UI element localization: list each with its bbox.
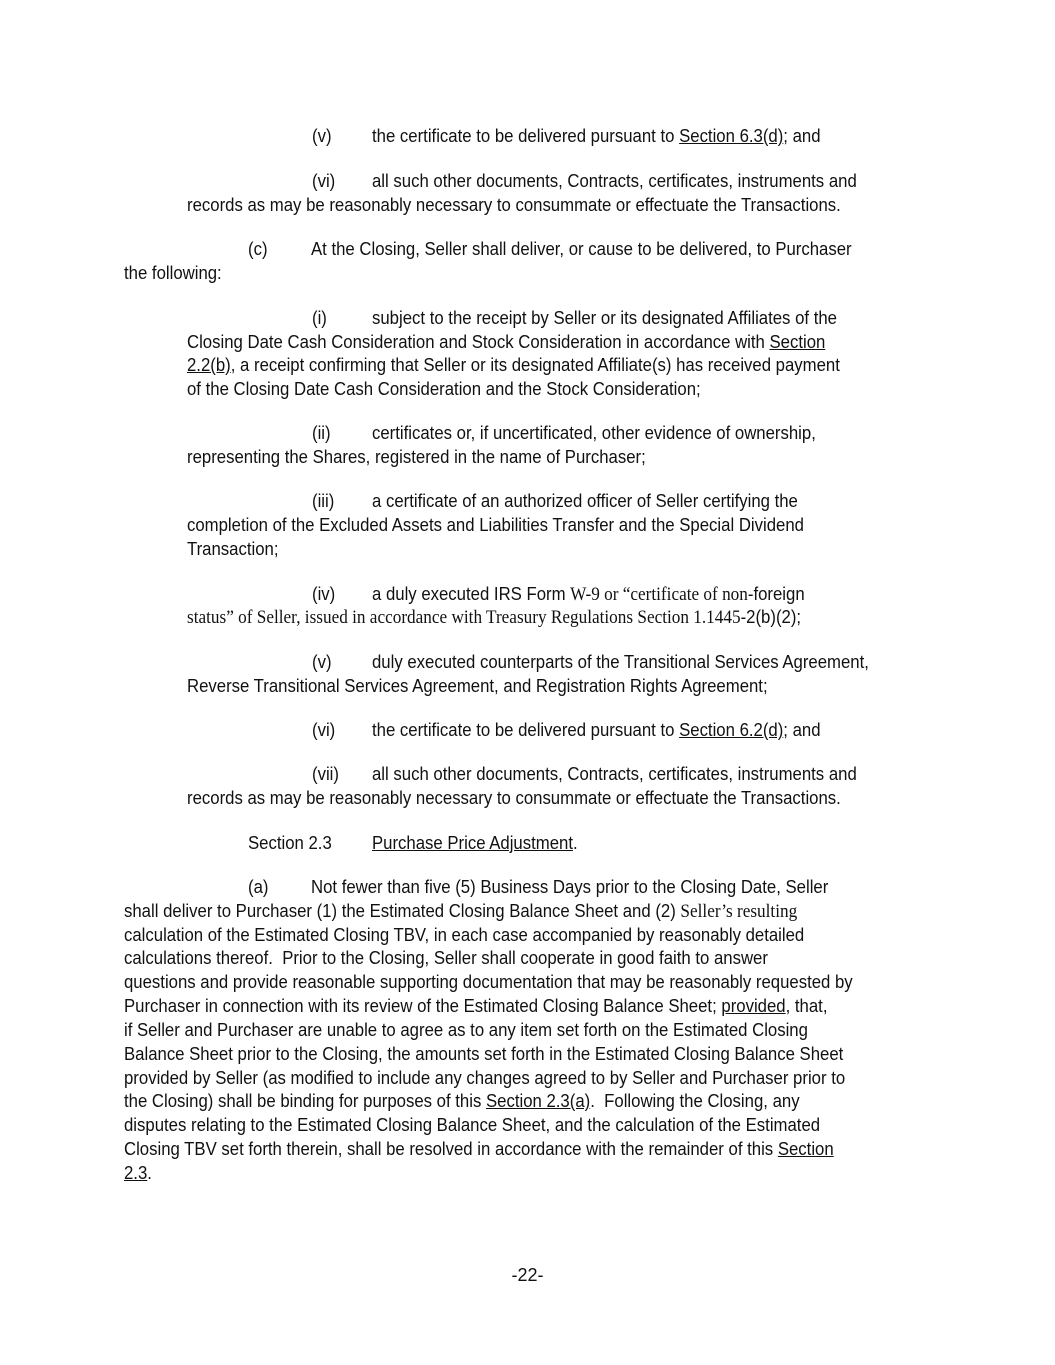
- text: Closing TBV set forth therein, shall be resolved in accordance with the remainder of this: [124, 1139, 778, 1159]
- list-item-text: duly executed counterparts of the Transitional Services Agreement,: [372, 652, 869, 672]
- item-number: (a): [248, 877, 269, 897]
- text: the certificate to be delivered pursuant to: [372, 126, 680, 146]
- paragraph-text: if Seller and Purchaser are unable to agree as to any item set forth on the Estimated Closing: [124, 1020, 808, 1040]
- section-reference-link: Section: [777, 1139, 834, 1159]
- paragraph-text: [124, 1138, 834, 1160]
- text: the certificate to be delivered pursuant to: [372, 720, 680, 740]
- list-item-text: subject to the receipt by Seller or its designated Affiliates of the: [372, 308, 837, 328]
- list-item-text: of the Closing Date Cash Consideration and the Stock Consideration;: [187, 379, 701, 399]
- paragraph-text: Balance Sheet prior to the Closing, the amounts set forth in the Estimated Closing Balance Sheet: [124, 1044, 844, 1064]
- paragraph-text: calculation of the Estimated Closing TBV, in each case accompanied by reasonably detailed: [124, 925, 805, 945]
- item-number: (v): [312, 126, 332, 146]
- text: Purchaser in connection with its review of the Estimated Closing Balance Sheet;: [124, 996, 722, 1016]
- text: Seller’s resulting: [680, 902, 798, 922]
- paragraph-text: questions and provide reasonable supporting documentation that may be reasonably requested by: [124, 972, 853, 992]
- item-number: (vii): [312, 764, 339, 784]
- section-reference-link: Section 6.2(d): [679, 720, 784, 740]
- section-title: Purchase Price Adjustment: [372, 833, 573, 853]
- list-item-text: all such other documents, Contracts, certificates, instruments and: [372, 171, 857, 191]
- list-item-text: [372, 125, 821, 147]
- section-heading: [372, 832, 578, 854]
- page-number: -22-: [511, 1265, 544, 1285]
- list-item-text: [372, 583, 805, 606]
- section-reference-link: 2.3: [124, 1163, 148, 1183]
- list-item-text: a certificate of an authorized officer of Seller certifying the: [372, 491, 798, 511]
- list-item-text: records as may be reasonably necessary to consummate or effectuate the Transactions.: [187, 788, 841, 808]
- item-number: (v): [312, 652, 332, 672]
- emphasis-term: provided: [721, 996, 786, 1016]
- paragraph-text: provided by Seller (as modified to include any changes agreed to by Seller and Purchaser prior to: [124, 1068, 846, 1088]
- item-number: (vi): [312, 171, 336, 191]
- text: ; and: [783, 720, 821, 740]
- text: a duly executed IRS Form: [372, 584, 571, 604]
- section-number: Section 2.3: [248, 833, 332, 853]
- list-item-text: Reverse Transitional Services Agreement, and Registration Rights Agreement;: [187, 676, 768, 696]
- section-reference-link: Section: [769, 332, 826, 352]
- paragraph-text: At the Closing, Seller shall deliver, or cause to be delivered, to Purchaser: [311, 239, 852, 259]
- text: .: [147, 1163, 152, 1183]
- paragraph-text: Not fewer than five (5) Business Days prior to the Closing Date, Seller: [311, 877, 829, 897]
- item-number: (iv): [312, 584, 336, 604]
- paragraph-text: [124, 1090, 800, 1112]
- list-item-text: all such other documents, Contracts, certificates, instruments and: [372, 764, 857, 784]
- text: shall deliver to Purchaser (1) the Estimated Closing Balance Sheet and (2): [124, 901, 681, 921]
- paragraph-text: [124, 1162, 152, 1184]
- text: ; and: [783, 126, 821, 146]
- text: status” of Seller, issued in accordance with Treasury Regulations Section 1.1445: [187, 608, 741, 628]
- paragraph-text: disputes relating to the Estimated Closing Balance Sheet, and the calculation of the Estimated: [124, 1115, 821, 1135]
- list-item-text: [187, 606, 801, 629]
- item-number: (vi): [312, 720, 336, 740]
- text: , that,: [785, 996, 828, 1016]
- list-item-text: records as may be reasonably necessary to consummate or effectuate the Transactions.: [187, 195, 841, 215]
- text: -foreign: [747, 584, 805, 604]
- text: Closing Date Cash Consideration and Stock Consideration in accordance with: [187, 332, 770, 352]
- text: W-9 or “certificate of non: [570, 585, 748, 605]
- paragraph-text: [124, 900, 797, 923]
- item-number: (ii): [312, 423, 331, 443]
- list-item-text: [187, 331, 825, 353]
- list-item-text: [372, 719, 821, 741]
- text: the Closing) shall be binding for purposes of this: [124, 1091, 486, 1111]
- paragraph-text: the following:: [124, 263, 222, 283]
- paragraph-text: calculations thereof. Prior to the Closing, Seller shall cooperate in good faith to answer: [124, 948, 768, 968]
- section-reference-link: 2.2(b): [187, 355, 231, 375]
- paragraph-text: [124, 995, 827, 1017]
- text: .: [572, 833, 578, 853]
- list-item-text: [187, 354, 840, 376]
- text: . Following the Closing, any: [590, 1091, 800, 1111]
- text: -2(b)(2);: [740, 607, 802, 627]
- item-number: (c): [248, 239, 268, 259]
- text: , a receipt confirming that Seller or its designated Affiliate(s) has received payment: [230, 355, 840, 375]
- section-reference-link: Section 6.3(d): [679, 126, 784, 146]
- section-reference-link: Section 2.3(a): [485, 1091, 591, 1111]
- list-item-text: Transaction;: [187, 539, 279, 559]
- list-item-text: representing the Shares, registered in the name of Purchaser;: [187, 447, 646, 467]
- item-number: (iii): [312, 491, 335, 511]
- item-number: (i): [312, 308, 327, 328]
- list-item-text: completion of the Excluded Assets and Liabilities Transfer and the Special Dividend: [187, 515, 804, 535]
- list-item-text: certificates or, if uncertificated, other evidence of ownership,: [372, 423, 816, 443]
